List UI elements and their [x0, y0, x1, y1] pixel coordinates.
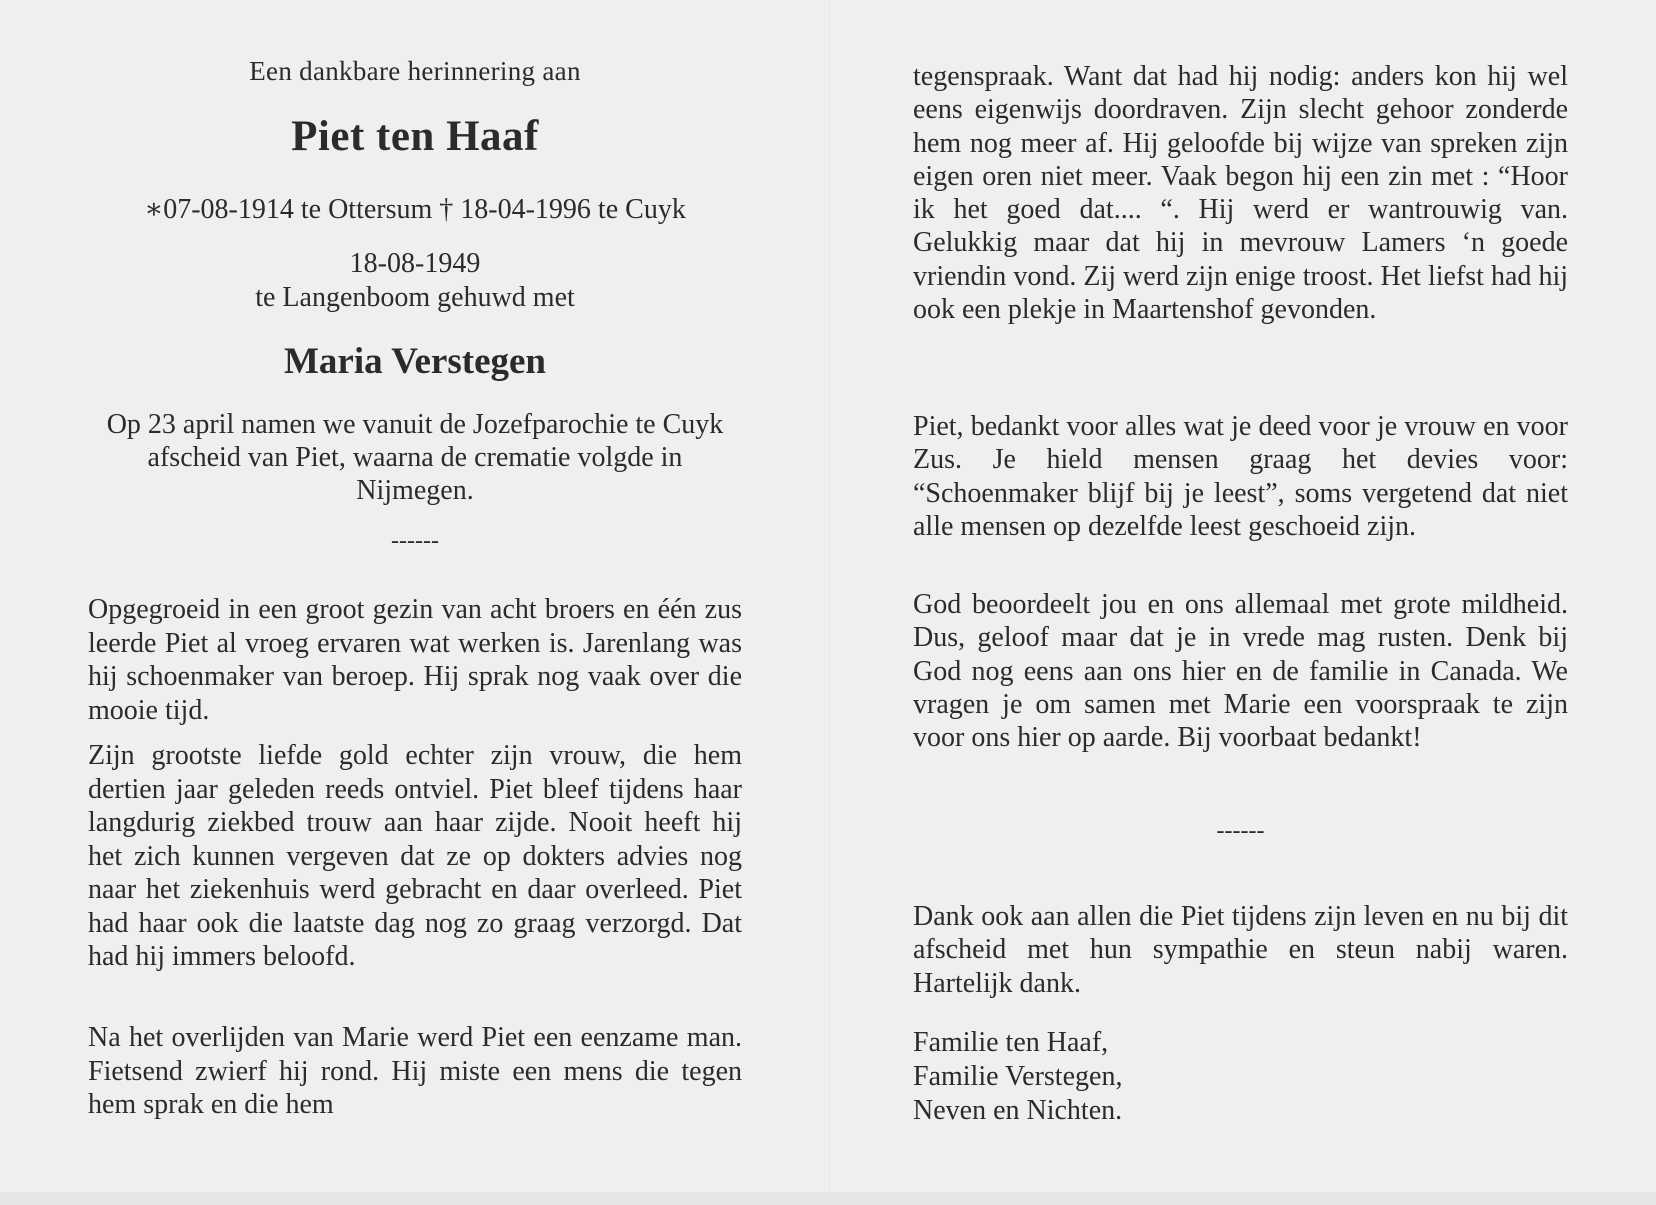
- signatures: [913, 1026, 1568, 1128]
- separator: ------: [391, 528, 439, 554]
- paragraph-thanks-piet: Piet, bedankt voor alles wat je deed voor je vrouw en voor Zus. Je hield mensen graag het devies voor: “Schoenmaker blijf bij je leest”, soms vergetend dat niet alle mensen op dezelfde leest geschoeid zijn.: [913, 411, 1568, 542]
- paragraph-contradiction: tegenspraak. Want dat had hij nodig: anders kon hij wel eens eigenwijs doordraven. Zijn slecht gehoor zonderde hem nog meer af. Hij geloofde bij wijze van spreken zijn eigen oren niet meer. Vaak begon hij een zin met : “Hoor ik het goed dat.... “. Hij werd er wantrouwig van. Gelukkig maar dat hij in mevrouw Lamers ‘n goede vriendin vond. Zij werd zijn enige troost. Het liefst had hij ook een plekje in Maartenshof gevonden.: [913, 61, 1568, 326]
- funeral-text: Op 23 april namen we vanuit de Jozefparochie te Cuyk afscheid van Piet, waarna de crematie volgde in Nijmegen.: [106, 409, 724, 506]
- intro-text: Een dankbare herinnering aan: [249, 56, 581, 86]
- separator: ------: [1216, 818, 1265, 844]
- right-panel: [913, 0, 1568, 1205]
- paragraph-blessing: God beoordeelt jou en ons allemaal met grote mildheid. Dus, geloof maar dat je in vrede mag rusten. Denk bij God nog eens aan ons hier en de familie in Canada. We vragen je om samen met Marie een voorspraak te zijn voor ons hier op aarde. Bij voorbaat bedankt!: [913, 589, 1568, 754]
- marriage-date: 18-08-1949: [349, 248, 481, 279]
- deceased-name: Piet ten Haaf: [291, 113, 539, 160]
- card-fold: [829, 0, 831, 1205]
- signature-line: Neven en Nichten.: [913, 1095, 1123, 1126]
- marriage-text: te Langenboom gehuwd met: [255, 282, 575, 313]
- left-panel: [88, 0, 742, 1205]
- paragraph-gratitude: Dank ook aan allen die Piet tijdens zijn leven en nu bij dit afscheid met hun sympathie en steun nabij waren. Hartelijk dank.: [913, 901, 1568, 999]
- signature-line: Familie ten Haaf,: [913, 1027, 1109, 1058]
- paragraph-lonely: Na het overlijden van Marie werd Piet een eenzame man. Fietsend zwierf hij rond. Hij miste een mens die tegen hem sprak en die hem: [88, 1022, 742, 1120]
- paragraph-wife: Zijn grootste liefde gold echter zijn vrouw, die hem dertien jaar geleden reeds ontviel. Piet bleef tijdens haar langdurig ziekbed trouw aan haar zijde. Nooit heeft hij het zich kunnen vergeven dat ze op dokters advies nog naar het ziekenhuis werd gebracht en daar overleed. Piet had haar ook die laatste dag nog zo graag verzorgd. Dat had hij immers beloofd.: [88, 740, 742, 972]
- paragraph-childhood: Opgegroeid in een groot gezin van acht broers en één zus leerde Piet al vroeg ervaren wat werken is. Jarenlang was hij schoenmaker van beroep. Hij sprak nog vaak over die mooie tijd.: [88, 594, 742, 726]
- spouse-name: Maria Verstegen: [283, 341, 547, 382]
- signature-line: Familie Verstegen,: [913, 1061, 1123, 1092]
- birth-death-dates: ∗07-08-1914 te Ottersum † 18-04-1996 te Cuyk: [144, 194, 686, 225]
